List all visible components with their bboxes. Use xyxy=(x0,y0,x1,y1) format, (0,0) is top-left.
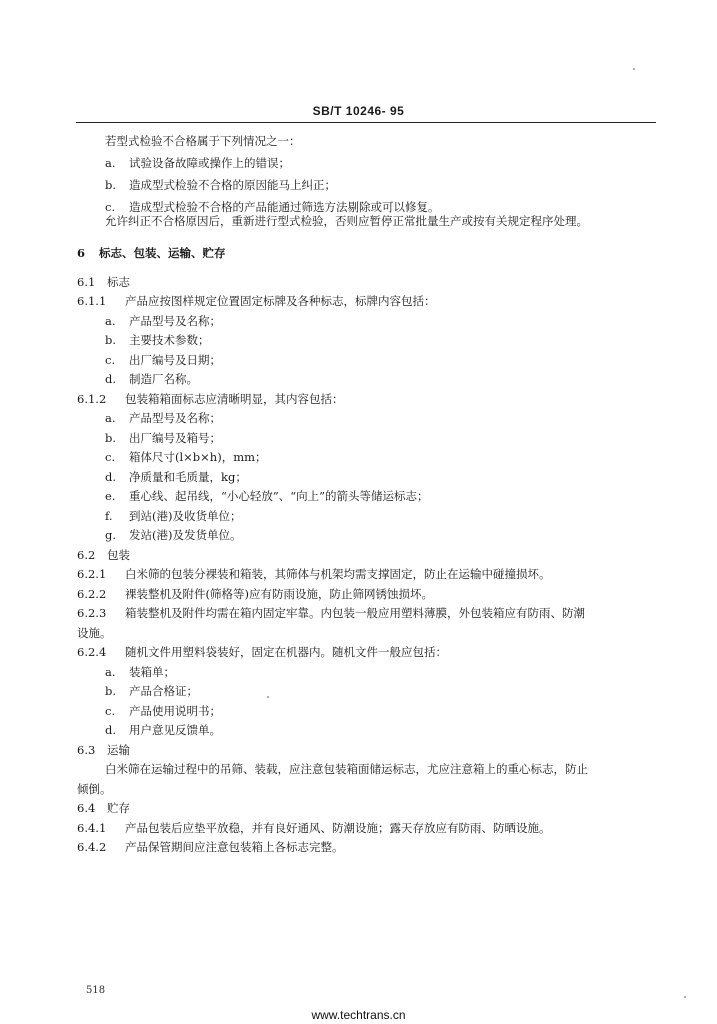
list-item xyxy=(105,528,241,542)
list-item-label: b. xyxy=(105,333,117,347)
list-item xyxy=(105,704,221,718)
clause-number: 6.2.3 xyxy=(77,606,107,620)
list-item-text: 主要技术参数； xyxy=(129,333,210,347)
list-item-label: d. xyxy=(105,723,117,737)
header-rule xyxy=(76,122,656,123)
section-number: 6.3 xyxy=(77,743,96,757)
list-item xyxy=(105,431,221,445)
section-title: 运输 xyxy=(107,743,130,757)
list-item-label: g. xyxy=(105,528,117,542)
list-item-text: 发站(港)及发货单位。 xyxy=(129,528,242,542)
list-item-text: 用户意见反馈单。 xyxy=(129,723,221,737)
clause-number: 6.2.2 xyxy=(77,587,107,601)
list-item-label: c. xyxy=(105,704,116,718)
section-number: 6.1 xyxy=(77,275,96,289)
list-item-text: 产品合格证； xyxy=(129,684,198,698)
list-item-label: c. xyxy=(105,353,116,367)
clause-text: 随机文件用塑料袋装好，固定在机器内。随机文件一般应包括： xyxy=(125,645,447,659)
intro-lead: 若型式检验不合格属于下列情况之一： xyxy=(105,134,301,148)
list-item-text: 箱体尺寸(l×b×h)，mm； xyxy=(129,450,267,464)
clause-6-1-2 xyxy=(77,392,344,406)
clause-continuation: 设施。 xyxy=(77,626,112,640)
clause-number: 6.1.1 xyxy=(77,294,107,308)
list-item-text: 产品型号及名称； xyxy=(129,411,221,425)
section-6-4-heading xyxy=(77,801,130,815)
section-6-heading xyxy=(77,246,226,260)
clause-6-2-2 xyxy=(77,587,433,601)
list-item-label: c. xyxy=(105,450,116,464)
list-item-label: e. xyxy=(105,489,116,503)
scan-speck xyxy=(633,68,635,70)
intro-item-label: b. xyxy=(105,178,117,192)
section-number: 6.2 xyxy=(77,548,96,562)
intro-item-label: c. xyxy=(105,200,116,214)
section-title: 包装 xyxy=(107,548,130,562)
section-6-2-heading xyxy=(77,548,130,562)
clause-text: 产品包装后应垫平放稳，并有良好通风、防潮设施；露天存放应有防雨、防晒设施。 xyxy=(125,821,551,835)
list-item xyxy=(105,333,210,347)
scan-speck xyxy=(684,996,686,998)
scan-speck xyxy=(267,696,269,698)
intro-item-c xyxy=(105,200,440,214)
clause-text: 箱装整机及附件均需在箱内固定牢靠。内包装一般应用塑料薄膜，外包装箱应有防雨、防潮 xyxy=(125,606,585,620)
intro-item-b xyxy=(105,178,336,192)
list-item xyxy=(105,314,221,328)
clause-text: 产品保管期间应注意包装箱上各标志完整。 xyxy=(125,840,344,854)
list-item-text: 装箱单； xyxy=(129,665,175,679)
list-item-label: d. xyxy=(105,470,117,484)
section-6-3-heading xyxy=(77,743,130,757)
list-item xyxy=(105,450,267,464)
list-item-label: b. xyxy=(105,684,117,698)
clause-6-2-4 xyxy=(77,645,447,659)
clause-text: 包装箱箱面标志应清晰明显，其内容包括： xyxy=(125,392,344,406)
clause-number: 6.1.2 xyxy=(77,392,107,406)
list-item-label: f. xyxy=(105,509,113,523)
clause-text: 产品应按图样规定位置固定标牌及各种标志，标牌内容包括： xyxy=(125,294,436,308)
list-item-text: 重心线、起吊线，“小心轻放”、“向上”的箭头等储运标志； xyxy=(129,489,429,503)
footer-url: www.techtrans.cn xyxy=(311,1008,406,1022)
clause-number: 6.4.1 xyxy=(77,821,107,835)
list-item xyxy=(105,372,198,386)
list-item xyxy=(105,665,175,679)
section-number: 6 xyxy=(77,246,86,260)
intro-item-a xyxy=(105,156,290,170)
clause-number: 6.2.4 xyxy=(77,645,107,659)
intro-closing: 允许纠正不合格原因后，重新进行型式检验，否则应暂停正常批量生产或按有关规定程序处理。 xyxy=(105,214,588,228)
clause-6-4-1 xyxy=(77,821,551,835)
list-item xyxy=(105,353,221,367)
intro-item-text: 造成型式检验不合格的原因能马上纠正； xyxy=(129,178,336,192)
clause-text: 裸装整机及附件(筛格等)应有防雨设施，防止筛网锈蚀损坏。 xyxy=(125,587,433,601)
list-item-label: a. xyxy=(105,314,116,328)
clause-6-2-1 xyxy=(77,567,551,581)
section-6-3-text: 白米筛在运输过程中的吊筛、装载，应注意包装箱面储运标志，尤应注意箱上的重心标志，防止 xyxy=(105,762,588,776)
section-title: 标志、包装、运输、贮存 xyxy=(99,246,226,260)
list-item-text: 产品使用说明书； xyxy=(129,704,221,718)
list-item-label: a. xyxy=(105,411,116,425)
list-item-text: 净质量和毛质量，kg； xyxy=(129,470,247,484)
clause-number: 6.2.1 xyxy=(77,567,107,581)
list-item xyxy=(105,684,198,698)
section-title: 标志 xyxy=(107,275,130,289)
list-item-text: 到站(港)及收货单位； xyxy=(129,509,242,523)
section-title: 贮存 xyxy=(107,801,130,815)
list-item-label: d. xyxy=(105,372,117,386)
list-item-text: 制造厂名称。 xyxy=(129,372,198,386)
page-number: 518 xyxy=(86,985,106,996)
list-item xyxy=(105,489,429,503)
list-item xyxy=(105,723,221,737)
section-6-1-heading xyxy=(77,275,130,289)
intro-item-label: a. xyxy=(105,156,116,170)
clause-6-1-1 xyxy=(77,294,436,308)
document-header: SB/T 10246- 95 xyxy=(312,104,405,118)
list-item xyxy=(105,411,221,425)
intro-item-text: 造成型式检验不合格的产品能通过筛选方法剔除或可以修复。 xyxy=(129,200,440,214)
list-item-label: a. xyxy=(105,665,116,679)
clause-text: 白米筛的包装分裸装和箱装，其筛体与机架均需支撑固定，防止在运输中碰撞损坏。 xyxy=(125,567,551,581)
list-item-label: b. xyxy=(105,431,117,445)
clause-continuation: 倾倒。 xyxy=(77,782,112,796)
list-item xyxy=(105,470,247,484)
clause-6-4-2 xyxy=(77,840,344,854)
list-item-text: 出厂编号及箱号； xyxy=(129,431,221,445)
list-item xyxy=(105,509,241,523)
clause-6-2-3 xyxy=(77,606,585,620)
list-item-text: 产品型号及名称； xyxy=(129,314,221,328)
clause-number: 6.4.2 xyxy=(77,840,107,854)
section-number: 6.4 xyxy=(77,801,96,815)
intro-item-text: 试验设备故障或操作上的错误； xyxy=(129,156,290,170)
list-item-text: 出厂编号及日期； xyxy=(129,353,221,367)
